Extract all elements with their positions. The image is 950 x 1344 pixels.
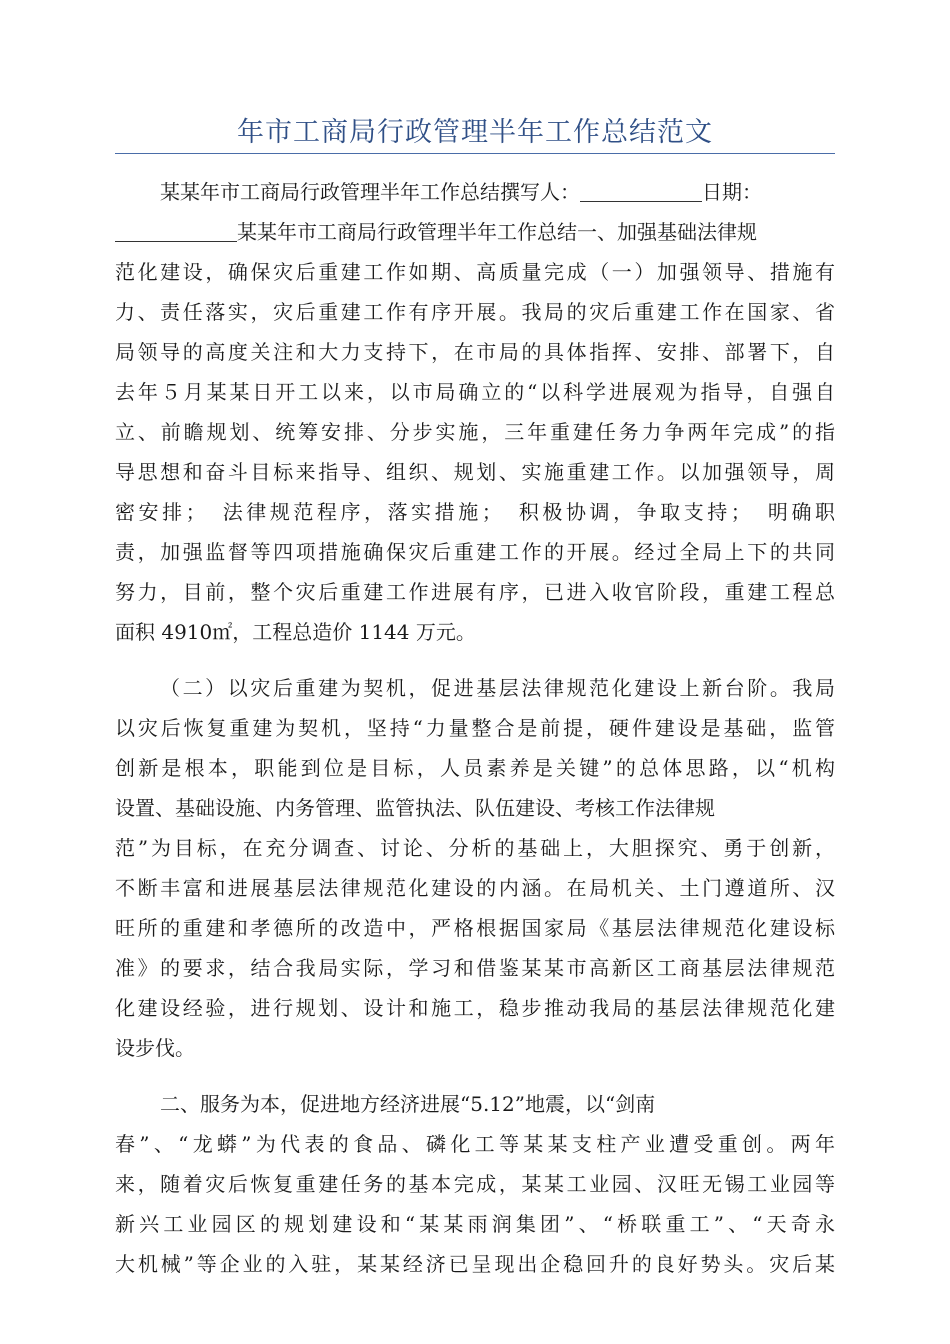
- paragraph-line: 以灾后恢复重建为契机，坚持“力量整合是前提，硬件建设是基础，监管: [115, 716, 835, 740]
- paragraph-line: 不断丰富和进展基层法律规范化建设的内涵。在局机关、土门遵道所、汉: [115, 876, 835, 900]
- paragraph-line: 范”为目标，在充分调查、讨论、分析的基础上，大胆探究、勇于创新，: [115, 836, 835, 860]
- date-blank-field: [115, 217, 237, 242]
- paragraph-line: 春”、“龙蟒”为代表的食品、磷化工等某某支柱产业遭受重创。两年: [115, 1132, 835, 1156]
- paragraph-line: 导思想和奋斗目标来指导、组织、规划、实施重建工作。以加强领导，周: [115, 460, 835, 484]
- paragraph-line: 旺所的重建和孝德所的改造中，严格根据国家局《基层法律规范化建设标: [115, 916, 835, 940]
- paragraph-line: （二）以灾后重建为契机，促进基层法律规范化建设上新台阶。我局: [160, 676, 835, 700]
- paragraph-line: 某某年市工商局行政管理半年工作总结撰写人： 日期：: [160, 172, 835, 212]
- paragraph-line: 力、责任落实，灾后重建工作有序开展。我局的灾后重建工作在国家、省: [115, 300, 835, 324]
- paragraph-line: 责，加强监督等四项措施确保灾后重建工作的开展。经过全局上下的共同: [115, 540, 835, 564]
- paragraph-line: 立、前瞻规划、统筹安排、分步实施，三年重建任务力争两年完成”的指: [115, 420, 835, 444]
- paragraph-line: 局领导的高度关注和大力支持下，在市局的具体指挥、安排、部署下，自: [115, 340, 835, 364]
- paragraph-line: 面积 4910㎡，工程总造价 1144 万元。: [115, 620, 476, 644]
- paragraph-line: 设步伐。: [115, 1036, 195, 1060]
- paragraph-line: 创新是根本，职能到位是目标，人员素养是关键”的总体思路，以“机构: [115, 756, 835, 780]
- paragraph-line: 去年５月某某日开工以来，以市局确立的“以科学进展观为指导，自强自: [115, 380, 835, 404]
- paragraph-line: 二、服务为本，促进地方经济进展“5.12”地震，以“剑南: [160, 1092, 656, 1116]
- paragraph-line: 范化建设，确保灾后重建工作如期、高质量完成（一）加强领导、措施有: [115, 260, 835, 284]
- paragraph-line: 密安排； 法律规范程序，落实措施； 积极协调，争取支持； 明确职: [115, 500, 835, 524]
- paragraph-line: 大机械”等企业的入驻，某某经济已呈现出企稳回升的良好势头。灾后某: [115, 1252, 835, 1276]
- document-title: 年市工商局行政管理半年工作总结范文: [237, 117, 713, 148]
- paragraph-line: 设置、基础设施、内务管理、监管执法、队伍建设、考核工作法律规: [115, 796, 715, 820]
- paragraph-line: 准》的要求，结合我局实际，学习和借鉴某某市高新区工商基层法律规范: [115, 956, 835, 980]
- paragraph-line: 来，随着灾后恢复重建任务的基本完成，某某工业园、汉旺无锡工业园等: [115, 1172, 835, 1196]
- author-blank-field: [580, 177, 702, 202]
- paragraph-line: 化建设经验，进行规划、设计和施工，稳步推动我局的基层法律规范化建: [115, 996, 835, 1020]
- title-underline: [115, 153, 835, 154]
- paragraph-line: 某某年市工商局行政管理半年工作总结一、加强基础法律规: [115, 212, 835, 252]
- paragraph-line: 努力，目前，整个灾后重建工作进展有序，已进入收官阶段，重建工程总: [115, 580, 835, 604]
- paragraph-line: 新兴工业园区的规划建设和“某某雨润集团”、“桥联重工”、“天奇永: [115, 1212, 835, 1236]
